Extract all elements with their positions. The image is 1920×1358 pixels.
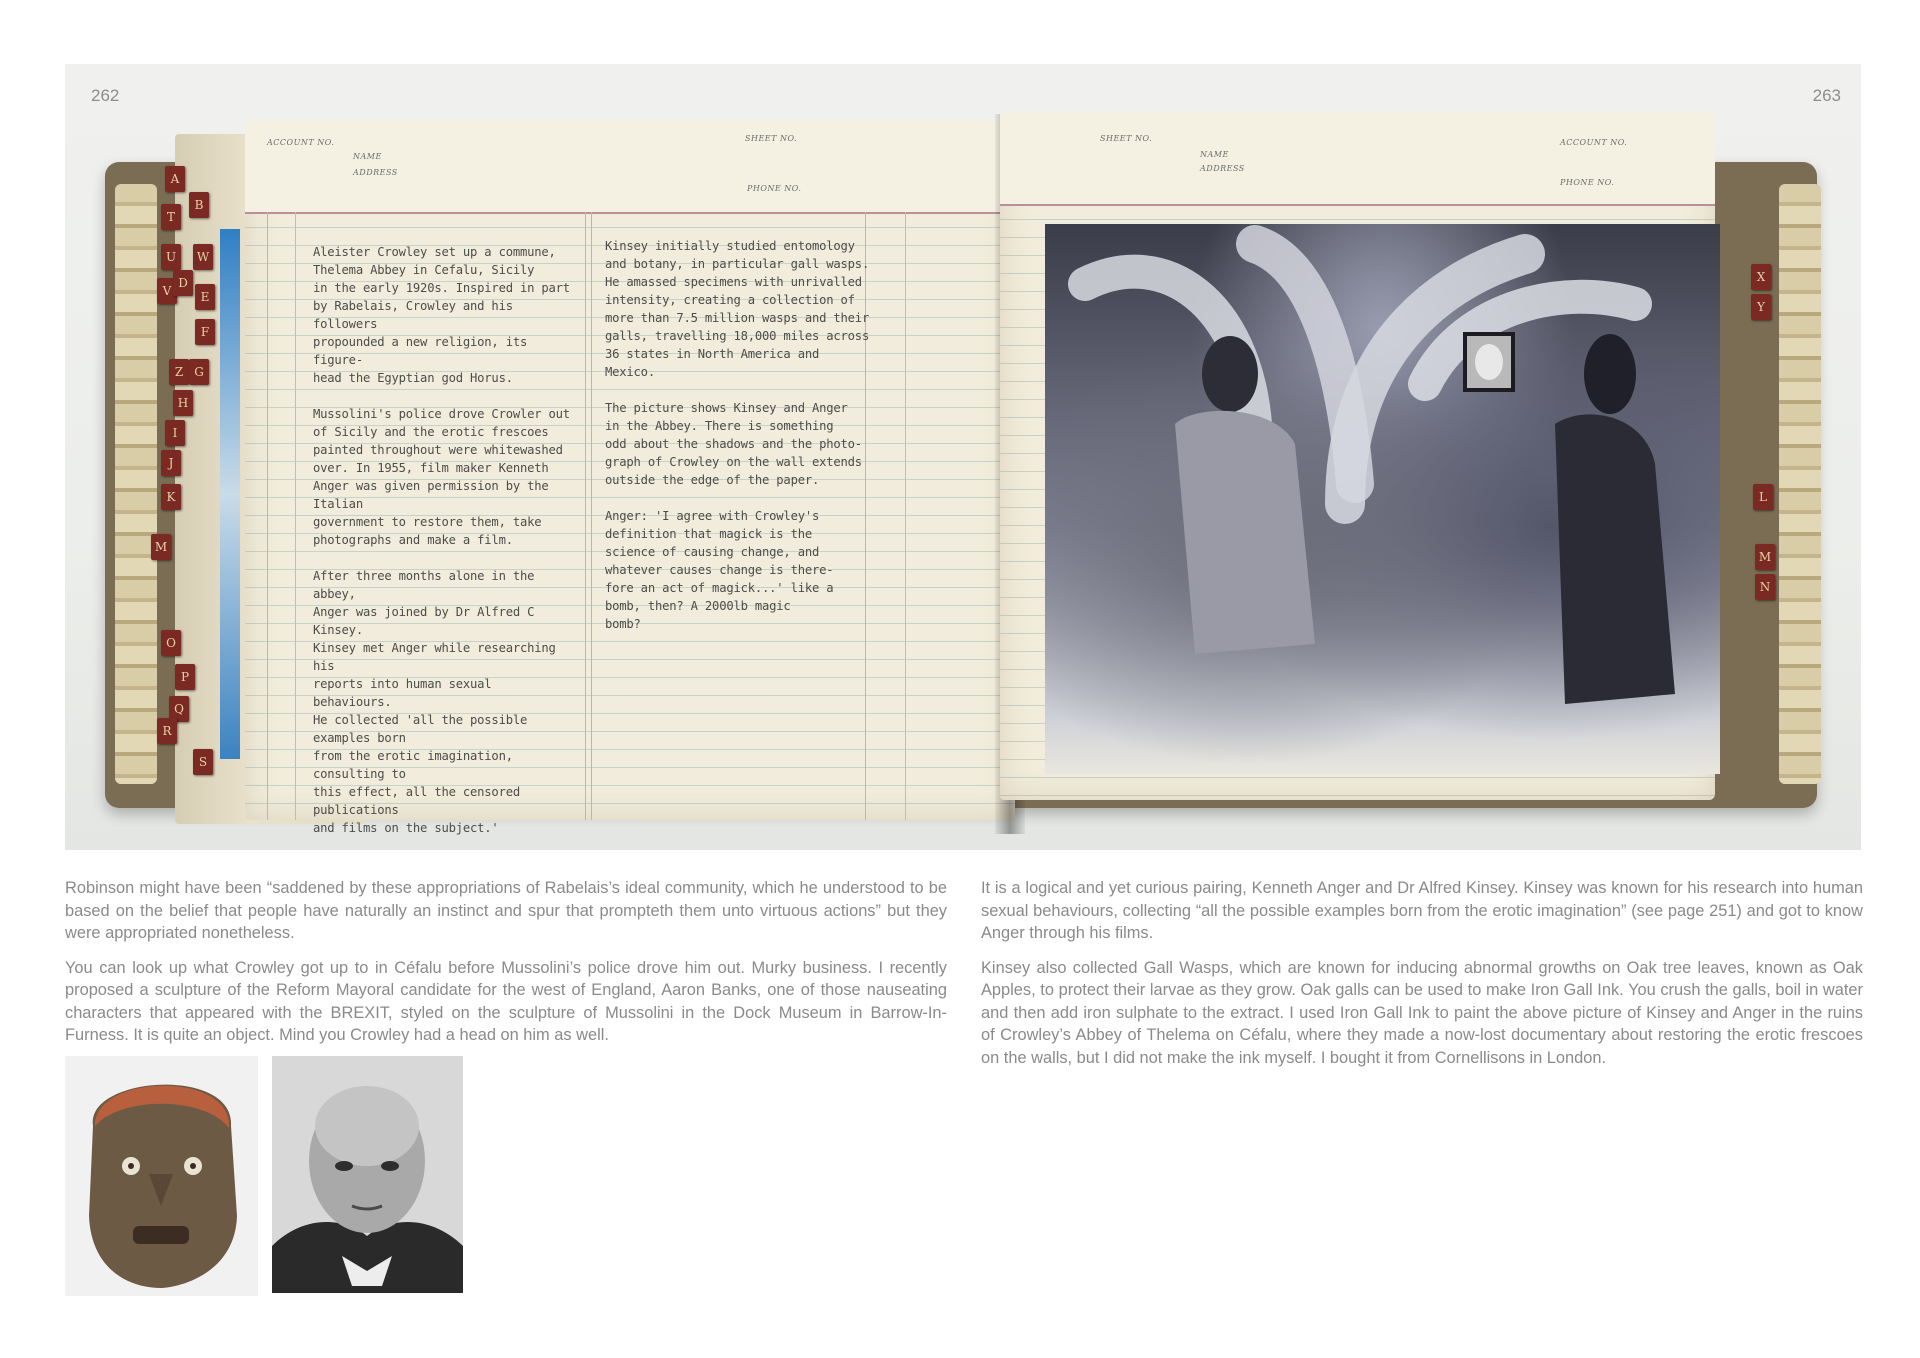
tooled-leather-edge-right: [1779, 184, 1821, 784]
index-tab: B: [189, 192, 209, 218]
crowley-portrait-photo: [272, 1056, 463, 1293]
index-tab: V: [157, 278, 177, 304]
address-label-right: ADDRESS: [1200, 164, 1245, 173]
index-tab-right: Y: [1751, 294, 1771, 320]
name-label-right: NAME: [1200, 150, 1229, 159]
index-tab: K: [161, 484, 181, 510]
page-number-right: 263: [1812, 86, 1841, 105]
index-tab: A: [165, 166, 185, 192]
index-tab: R: [157, 718, 177, 744]
index-tab: S: [193, 749, 213, 775]
index-tab: D: [173, 270, 193, 296]
ink-painting-kinsey-anger: [1045, 224, 1720, 774]
account-no-label-right: ACCOUNT NO.: [1560, 138, 1628, 147]
ledger-page-left: [245, 120, 1015, 835]
blue-page-edge: [220, 229, 240, 759]
ledger-book-photo: [65, 64, 1861, 850]
index-tab-right: M: [1755, 544, 1775, 570]
body-text-right: [981, 877, 1863, 1081]
index-tab: O: [161, 630, 181, 656]
account-no-label: ACCOUNT NO.: [267, 138, 335, 147]
index-tab: P: [175, 664, 195, 690]
index-tab-right: L: [1753, 484, 1773, 510]
ledger-header: [245, 120, 1015, 214]
index-tab: Z: [169, 359, 189, 385]
phone-no-label: PHONE NO.: [747, 184, 802, 193]
name-label: NAME: [353, 152, 382, 161]
sheet-no-label: SHEET NO.: [745, 134, 798, 143]
index-tab: I: [165, 420, 185, 446]
paragraph: Kinsey also collected Gall Wasps, which are known for inducing abnormal growths on Oak tree leaves, known as Oak Apples, to protect their larvae as they grow. Oak galls can be used to make Iron Gall Ink. You crush the galls, boil in water and then add iron sulphate to the extract. I used Iron Gall Ink to paint the above picture of Kinsey and Anger in the ruins of Crowley’s Abbey of Thelema on Céfalu, where they made a now-lost documentary about restoring the erotic frescoes on the walls, but I did not make the ink myself. I bought it from Cornellisons in London.: [981, 958, 1863, 1067]
index-tab: T: [161, 204, 181, 230]
index-tab: F: [195, 319, 215, 345]
paragraph: You can look up what Crowley got up to in Céfalu before Mussolini’s police drove him out. Murky business. I recently proposed a sculpture of the Reform Mayoral candidate for the west of England, Aaron Banks, one of those nauseating characters that appeared with the BREXIT, styled on the sculpture of Mussolini in the Dock Museum in Barrow-In-Furness. It is quite an object. Mind you Crowley had a head on him as well.: [65, 958, 947, 1044]
phone-no-label-right: PHONE NO.: [1560, 178, 1615, 187]
index-tab-right: N: [1755, 574, 1775, 600]
painting-figures: [1045, 224, 1720, 774]
handwritten-notes-column-1: Aleister Crowley set up a commune, Thelema Abbey in Cefalu, Sicily in the early 1920s. Inspired in part by Rabelais, Crowley and his followers propounded a new religion, its figure- head the Egyptian god Horus. Mussolini's police drove Crowler out of Sicily and the erotic frescoes painted throughout were whitewashed over. In 1955, film maker Kenneth Anger was given permission by the Italian government to restore them, take photographs and make a film. After three months alone in the abbey, Anger was joined by Dr Alfred C Kinsey. Kinsey met Anger while researching his reports into human sexual behaviours. He collected 'all the possible examples born from the erotic imagination, consulting to this effect, all the censored publications and films on the subject.': [313, 245, 570, 835]
sheet-no-label-right: SHEET NO.: [1100, 134, 1153, 143]
index-tab: W: [193, 244, 213, 270]
paragraph: It is a logical and yet curious pairing, Kenneth Anger and Dr Alfred Kinsey. Kinsey was known for his research into human sexual behaviours, collecting “all the possible examples born from the erotic imagination” (see page 251) and got to know Anger through his films.: [981, 879, 1863, 942]
body-text-left: [65, 877, 947, 1059]
paragraph: Robinson might have been “saddened by these appropriations of Rabelais’s ideal community, which he understood to be based on the belief that people have naturally an instinct and spur that prompteth them unto virtuous actions” but they were appropriated nonetheless.: [65, 879, 947, 942]
index-tab: E: [195, 284, 215, 310]
tooled-leather-edge-left: [115, 184, 157, 784]
mussolini-sculpture-photo: [65, 1056, 258, 1296]
index-tab: G: [189, 359, 209, 385]
index-tab: H: [173, 390, 193, 416]
handwritten-notes-column-2: Kinsey initially studied entomology and botany, in particular gall wasps. He amassed specimens with unrivalled intensity, creating a collection of more than 7.5 million wasps and their galls, travelling 18,000 miles across 36 states in North America and Mexico. The picture shows Kinsey and Anger in the Abbey. There is something odd about the shadows and the photo- graph of Crowley on the wall extends outside the edge of the paper. Anger: 'I agree with Crowley's definition that magick is the science of causing change, and whatever causes change is there- fore an act of magick...' like a bomb, then? A 2000lb magic bomb?: [605, 239, 870, 631]
page-number-left: 262: [91, 86, 120, 105]
index-tab: U: [161, 244, 181, 270]
ledger-header-right: [1000, 112, 1715, 206]
index-tab-right: X: [1751, 264, 1771, 290]
index-tab: Q: [169, 696, 189, 722]
index-tab: M: [151, 534, 171, 560]
address-label: ADDRESS: [353, 168, 398, 177]
index-tab: J: [161, 450, 181, 476]
